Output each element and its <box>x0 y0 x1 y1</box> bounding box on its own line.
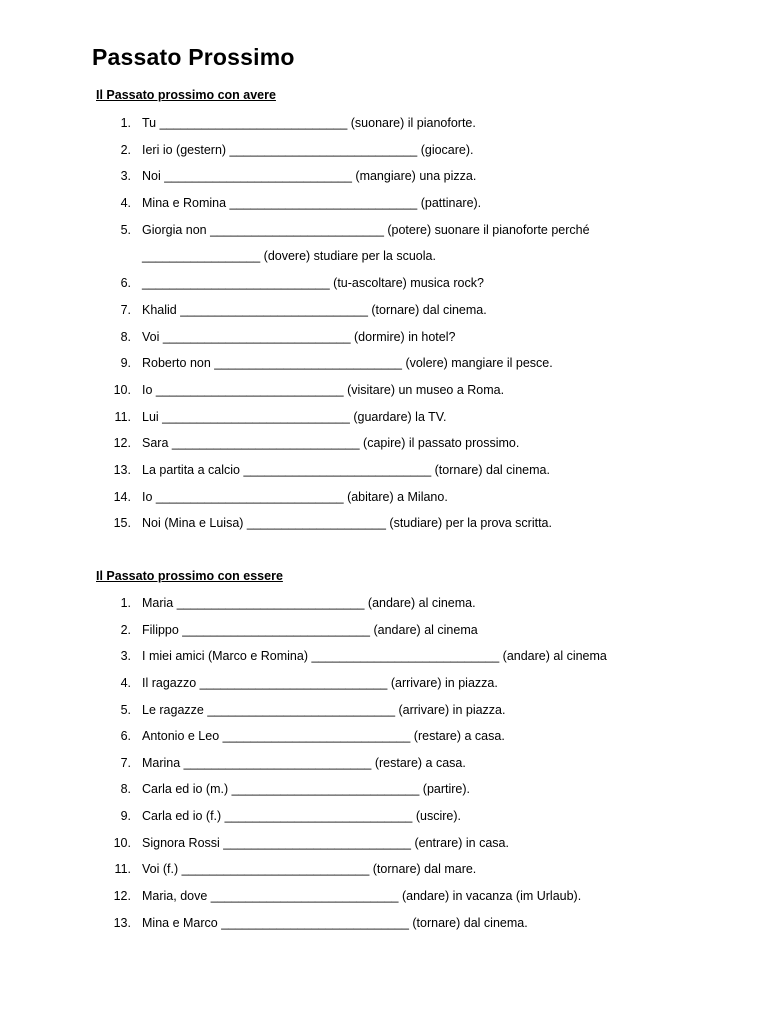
item-sentence: Lui ___________________________ (guardare) la TV. <box>142 409 447 424</box>
item-sentence: Mina e Marco ___________________________ (tornare) dal cinema. <box>142 915 528 930</box>
item-sentence: Maria ___________________________ (andare) al cinema. <box>142 596 476 610</box>
exercise-list-essere <box>0 594 768 940</box>
item-number: 2. <box>120 622 131 637</box>
item-sentence: Ieri io (gestern) ___________________________ (giocare). <box>142 142 474 157</box>
item-number: 11. <box>114 862 131 877</box>
item-number: 14. <box>113 489 131 504</box>
exercise-item <box>0 887 768 914</box>
item-number: 15. <box>113 516 131 531</box>
exercise-item <box>0 381 768 408</box>
item-number: 7. <box>120 755 131 770</box>
item-number: 13. <box>113 462 131 477</box>
item-sentence: Tu ___________________________ (suonare) il pianoforte. <box>142 116 476 130</box>
item-sentence: Khalid ___________________________ (tornare) dal cinema. <box>142 302 487 317</box>
item-sentence: Marina ___________________________ (restare) a casa. <box>142 755 466 770</box>
item-number: 12. <box>113 436 131 451</box>
exercise-item <box>0 621 768 648</box>
exercise-item <box>0 434 768 461</box>
item-sentence: Antonio e Leo ___________________________ (restare) a casa. <box>142 729 505 744</box>
exercise-item <box>0 807 768 834</box>
exercise-item <box>0 194 768 221</box>
item-number: 6. <box>120 729 131 744</box>
item-number: 9. <box>120 809 131 824</box>
item-number: 7. <box>120 302 131 317</box>
exercise-item <box>0 594 768 621</box>
item-sentence: Giorgia non _________________________ (potere) suonare il pianoforte perché <box>142 222 590 237</box>
exercise-item <box>0 167 768 194</box>
exercise-item <box>0 860 768 887</box>
exercise-item <box>0 328 768 355</box>
page-title: Passato Prossimo <box>92 44 295 70</box>
item-number: 5. <box>120 702 131 717</box>
item-sentence: Sara ___________________________ (capire) il passato prossimo. <box>142 436 520 451</box>
item-number: 8. <box>120 782 131 797</box>
item-sentence: Voi (f.) ___________________________ (tornare) dal mare. <box>142 862 477 877</box>
item-sentence-continuation: _________________ (dovere) studiare per la scuola. <box>142 249 436 264</box>
exercise-item <box>0 274 768 301</box>
item-number: 6. <box>120 276 131 291</box>
item-number: 11. <box>114 409 131 424</box>
exercise-item <box>0 141 768 168</box>
item-number: 5. <box>120 222 131 237</box>
item-number: 1. <box>120 116 131 130</box>
item-sentence: Il ragazzo ___________________________ (arrivare) in piazza. <box>142 675 498 690</box>
item-sentence: Signora Rossi ___________________________ (entrare) in casa. <box>142 835 509 850</box>
item-sentence: Noi ___________________________ (mangiare) una pizza. <box>142 169 477 184</box>
item-sentence: Mina e Romina ___________________________ (pattinare). <box>142 196 482 211</box>
exercise-item <box>0 221 768 274</box>
item-number: 13. <box>113 915 131 930</box>
exercise-list-avere <box>0 114 768 541</box>
item-sentence: Noi (Mina e Luisa) ____________________ (studiare) per la prova scritta. <box>142 516 552 531</box>
exercise-item <box>0 647 768 674</box>
item-number: 8. <box>120 329 131 344</box>
exercise-item <box>0 754 768 781</box>
exercise-item <box>0 914 768 941</box>
item-number: 3. <box>120 649 131 664</box>
exercise-item <box>0 674 768 701</box>
exercise-item <box>0 408 768 435</box>
exercise-item <box>0 301 768 328</box>
exercise-item <box>0 514 768 541</box>
item-number: 10. <box>113 835 131 850</box>
exercise-item <box>0 488 768 515</box>
item-sentence: Maria, dove ___________________________ (andare) in vacanza (im Urlaub). <box>142 889 582 904</box>
exercise-item <box>0 727 768 754</box>
item-sentence: I miei amici (Marco e Romina) ___________________________ (andare) al cinema <box>142 649 607 664</box>
exercise-item <box>0 834 768 861</box>
item-number: 4. <box>120 675 131 690</box>
item-number: 1. <box>120 596 131 610</box>
item-sentence: Le ragazze ___________________________ (arrivare) in piazza. <box>142 702 506 717</box>
item-number: 9. <box>120 356 131 371</box>
item-sentence: Roberto non ___________________________ (volere) mangiare il pesce. <box>142 356 553 371</box>
item-sentence: La partita a calcio ___________________________ (tornare) dal cinema. <box>142 462 550 477</box>
exercise-item <box>0 114 768 141</box>
item-sentence: Carla ed io (f.) ___________________________ (uscire). <box>142 809 461 824</box>
exercise-item <box>0 354 768 381</box>
item-sentence: Filippo ___________________________ (andare) al cinema <box>142 622 478 637</box>
item-sentence: Carla ed io (m.) ___________________________ (partire). <box>142 782 471 797</box>
item-number: 2. <box>120 142 131 157</box>
item-number: 4. <box>120 196 131 211</box>
exercise-item <box>0 780 768 807</box>
item-number: 12. <box>113 889 131 904</box>
item-number: 3. <box>120 169 131 184</box>
item-number: 10. <box>113 382 131 397</box>
item-sentence: ___________________________ (tu-ascoltare) musica rock? <box>142 276 484 291</box>
item-sentence: Io ___________________________ (visitare) un museo a Roma. <box>142 382 505 397</box>
exercise-item <box>0 461 768 488</box>
section-heading-avere: Il Passato prossimo con avere <box>96 88 276 102</box>
item-sentence: Voi ___________________________ (dormire) in hotel? <box>142 329 456 344</box>
section-heading-essere: Il Passato prossimo con essere <box>96 569 283 583</box>
item-sentence: Io ___________________________ (abitare) a Milano. <box>142 489 448 504</box>
exercise-item <box>0 701 768 728</box>
